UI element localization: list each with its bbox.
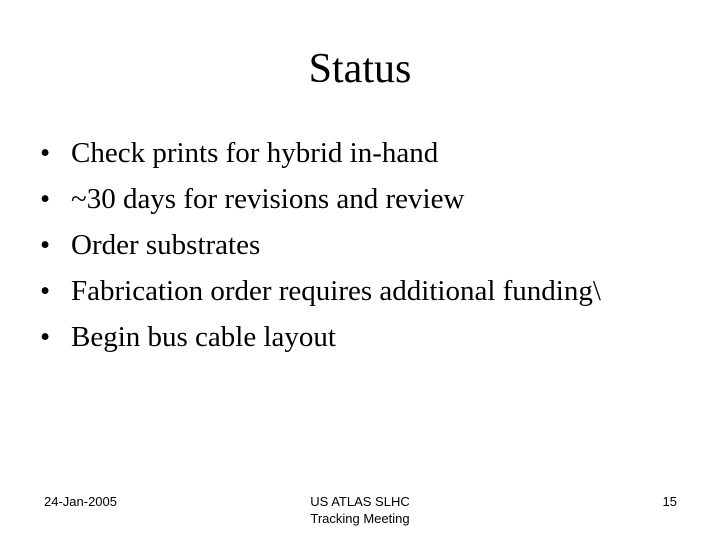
bullet-item [40,314,700,360]
bullet-item [40,130,700,176]
bullet-list [40,130,700,360]
bullet-icon: • [40,137,51,169]
slide-title: Status [308,46,412,92]
footer-date: 24-Jan-2005 [44,494,117,509]
bullet-icon: • [40,183,51,215]
bullet-text: Order substrates [71,229,261,261]
bullet-text: Check prints for hybrid in-hand [71,137,439,169]
bullet-icon: • [40,275,51,307]
bullet-text: Fabrication order requires additional funding\ [71,275,601,307]
page-number: 15 [662,494,677,509]
footer-meeting-name [260,493,460,527]
bullet-item [40,176,700,222]
bullet-text: ~30 days for revisions and review [71,183,465,215]
footer-meeting-line2: Tracking Meeting [310,511,410,526]
bullet-icon: • [40,321,51,353]
bullet-item [40,268,700,314]
bullet-item [40,222,700,268]
footer-meeting-line1: US ATLAS SLHC [310,494,410,509]
bullet-icon: • [40,229,51,261]
bullet-text: Begin bus cable layout [71,321,336,353]
